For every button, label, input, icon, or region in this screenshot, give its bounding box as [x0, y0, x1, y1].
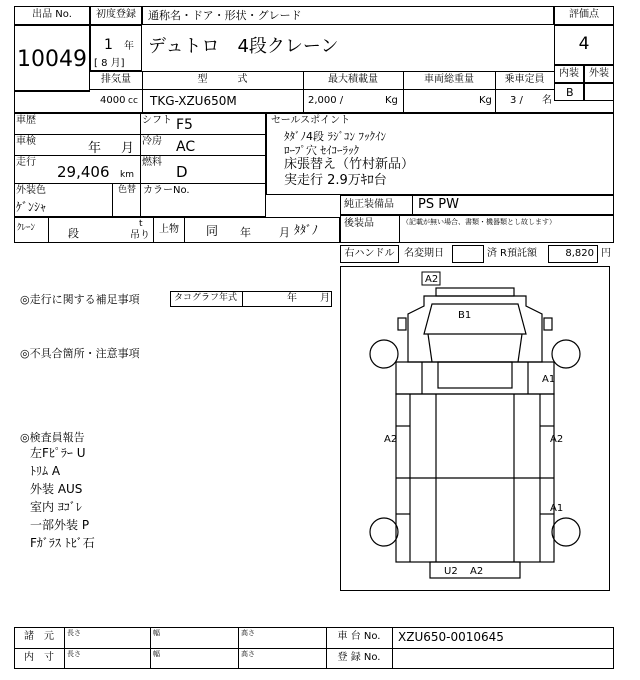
- equipment-label: 純正装備品: [344, 199, 394, 210]
- model-code-label: 型 式: [197, 74, 248, 85]
- rear-right-wheel: [552, 518, 580, 546]
- cab-roof: [436, 288, 514, 296]
- reg-label: 登 録 No.: [337, 652, 381, 663]
- model-label: 通称名・ドア・形状・グレード: [148, 9, 302, 22]
- fuel-value: D: [176, 163, 188, 181]
- height-label: 高さ: [241, 629, 255, 637]
- shift-label: シフト: [142, 115, 172, 126]
- mileage-label: 走行: [16, 157, 36, 168]
- top-same: 同: [206, 224, 219, 238]
- mileage-unit: km: [120, 170, 134, 180]
- fuel-label: 燃料: [142, 157, 162, 168]
- damage-mark: A2: [384, 434, 398, 445]
- tachograph-sep: [242, 291, 243, 307]
- details-sep: [112, 183, 113, 217]
- height-label: 高さ: [241, 650, 255, 658]
- crane-lift: 吊り: [130, 230, 150, 241]
- length-label: 長さ: [67, 650, 81, 658]
- capacity-unit: 名: [542, 95, 552, 106]
- crane-sep: [48, 217, 49, 243]
- color-label: 外装色: [16, 185, 46, 196]
- first-reg-label: 初度登録: [96, 9, 136, 20]
- inspector-line: 左Fﾋﾟﾗｰ U: [30, 446, 86, 460]
- first-reg-year: 1: [104, 37, 113, 53]
- color-value: ｹﾞﾝｼｬ: [16, 200, 47, 214]
- interior-grade: B: [566, 86, 574, 99]
- inspector-line: 室内 ﾖｺﾞﾚ: [30, 500, 82, 514]
- aftermarket-sep: [399, 215, 400, 243]
- inspection-year: 年: [88, 141, 102, 156]
- chassis-value: XZU650-0010645: [398, 630, 504, 644]
- damage-mark: A2: [425, 274, 439, 285]
- exterior-label: 外装: [589, 68, 609, 79]
- inspector-title: ◎検査員報告: [20, 431, 85, 444]
- footer-sep: [238, 627, 239, 669]
- sales-line: ﾛｰﾌﾟ穴 ｾｲｺｰﾗｯｸ: [284, 144, 359, 157]
- gross-weight-label: 車両総重量: [424, 74, 474, 85]
- tachograph-label: タコグラフ年式: [174, 293, 238, 303]
- spec-divider: [90, 71, 554, 72]
- yen-unit: 円: [601, 248, 611, 259]
- details-sep: [140, 183, 141, 217]
- name-change-box: [452, 245, 484, 263]
- name-change-label: 名変期日: [404, 248, 444, 259]
- crane-sep: [184, 217, 185, 243]
- lot-label: 出品 No.: [32, 9, 72, 20]
- recycle-label: 済: [487, 248, 497, 259]
- footer-specs-label: 諸 元: [24, 631, 54, 642]
- top-label: 上物: [159, 224, 179, 235]
- first-reg-month: [ 8 月]: [94, 58, 125, 69]
- first-reg-year-unit: 年: [124, 41, 134, 52]
- damage-mark: A2: [470, 566, 484, 577]
- max-load-unit: Kg: [385, 95, 398, 106]
- equipment-value: PS PW: [418, 197, 459, 212]
- front-right-wheel: [552, 340, 580, 368]
- chassis-label: 車 台 No.: [337, 631, 381, 642]
- spec-divider-2: [90, 89, 554, 90]
- gross-weight-unit: Kg: [479, 95, 492, 106]
- lot-number: 10049: [17, 47, 87, 72]
- history-label: 車歴: [16, 115, 36, 126]
- damage-mark: A1: [550, 503, 564, 514]
- inspector-line: ﾄﾘﾑ A: [30, 464, 61, 478]
- displacement-unit: cc: [128, 96, 138, 106]
- driving-notes-title: ◎走行に関する補足事項: [20, 293, 140, 306]
- model-code: TKG-XZU650M: [150, 94, 237, 108]
- displacement-value: 4000: [100, 95, 126, 106]
- aftermarket-label: 後装品: [344, 218, 374, 229]
- rear-left-wheel: [370, 518, 398, 546]
- sales-title: セールスポイント: [271, 115, 351, 126]
- max-load-value: 2,000 /: [308, 95, 344, 106]
- capacity-value: 3 /: [510, 95, 523, 106]
- inspection-month: 月: [121, 141, 135, 156]
- cab-pillar-right: [518, 334, 522, 362]
- eval-score: 4: [578, 34, 590, 54]
- color-no-label: カラーNo.: [143, 185, 190, 196]
- aftermarket-note: （記載が無い場合、書類・機器類とし故します）: [402, 218, 556, 226]
- mirror-left: [398, 318, 406, 330]
- exterior-grade-cell: [584, 83, 614, 101]
- inspection-label: 車検: [16, 136, 36, 147]
- damage-mark: B1: [458, 310, 472, 321]
- footer-sep: [392, 627, 393, 669]
- recycle-deposit-value: 8,820: [565, 248, 594, 259]
- inspector-line: 外装 AUS: [30, 482, 83, 496]
- sales-line: ﾀﾀﾞﾉ4段 ﾗｼﾞｺﾝ ﾌｯｸｲﾝ: [284, 130, 386, 143]
- inspector-line: Fｶﾞﾗｽ ﾄﾋﾞ石: [30, 536, 95, 550]
- interior-label: 内装: [559, 68, 579, 79]
- crane-label: ｸﾚｰﾝ: [17, 223, 36, 233]
- lot-bottom-line: [14, 91, 90, 92]
- sales-line: 床張替え（竹村新品）: [284, 157, 415, 172]
- footer-sep: [150, 627, 151, 669]
- crane-sep: [153, 217, 154, 243]
- cab-pillar-left: [428, 334, 432, 362]
- displacement-label: 排気量: [101, 74, 131, 85]
- capacity-label: 乗車定員: [504, 74, 545, 85]
- footer-line: [14, 648, 614, 649]
- max-load-label: 最大積載量: [328, 74, 378, 85]
- front-left-wheel: [370, 340, 398, 368]
- color-code-label: 色替: [118, 185, 137, 195]
- ac-value: AC: [176, 139, 196, 155]
- damage-mark: U2: [444, 566, 458, 577]
- ac-label: 冷房: [142, 136, 162, 147]
- top-month: 月: [279, 226, 290, 239]
- crane-tons: t: [139, 219, 143, 229]
- details-sep: [140, 113, 141, 183]
- recycle-deposit-label: R預託額: [500, 248, 537, 259]
- mileage-value: 29,406: [57, 163, 110, 181]
- shift-value: F5: [176, 117, 193, 133]
- width-label: 幅: [153, 650, 160, 658]
- steering-value: 右ハンドル: [344, 248, 395, 259]
- eval-label: 評価点: [569, 9, 599, 20]
- truck-diagram: [340, 266, 610, 591]
- crane-base: [438, 362, 512, 388]
- windshield: [424, 304, 526, 334]
- crane-stage: 段: [68, 227, 79, 240]
- width-label: 幅: [153, 629, 160, 637]
- vehicle-name: デュトロ 4段クレーン: [148, 36, 339, 57]
- footer-sep: [64, 627, 65, 669]
- cab-body: [396, 362, 554, 394]
- footer-interior-label: 内 寸: [24, 652, 54, 663]
- top-maker: ﾀﾀﾞﾉ: [294, 223, 319, 237]
- top-year: 年: [240, 226, 251, 239]
- sales-line: 実走行 2.9万ｷﾛ台: [284, 173, 387, 188]
- mirror-right: [544, 318, 552, 330]
- cab-outline: [408, 296, 542, 362]
- defects-title: ◎不具合箇所・注意事項: [20, 347, 140, 360]
- inspector-line: 一部外装 P: [30, 518, 90, 532]
- tachograph-year: 年: [287, 293, 297, 304]
- damage-mark: A2: [550, 434, 564, 445]
- length-label: 長さ: [67, 629, 81, 637]
- tachograph-month: 月: [320, 293, 330, 304]
- damage-mark: A1: [542, 374, 556, 385]
- equipment-sep: [412, 195, 413, 215]
